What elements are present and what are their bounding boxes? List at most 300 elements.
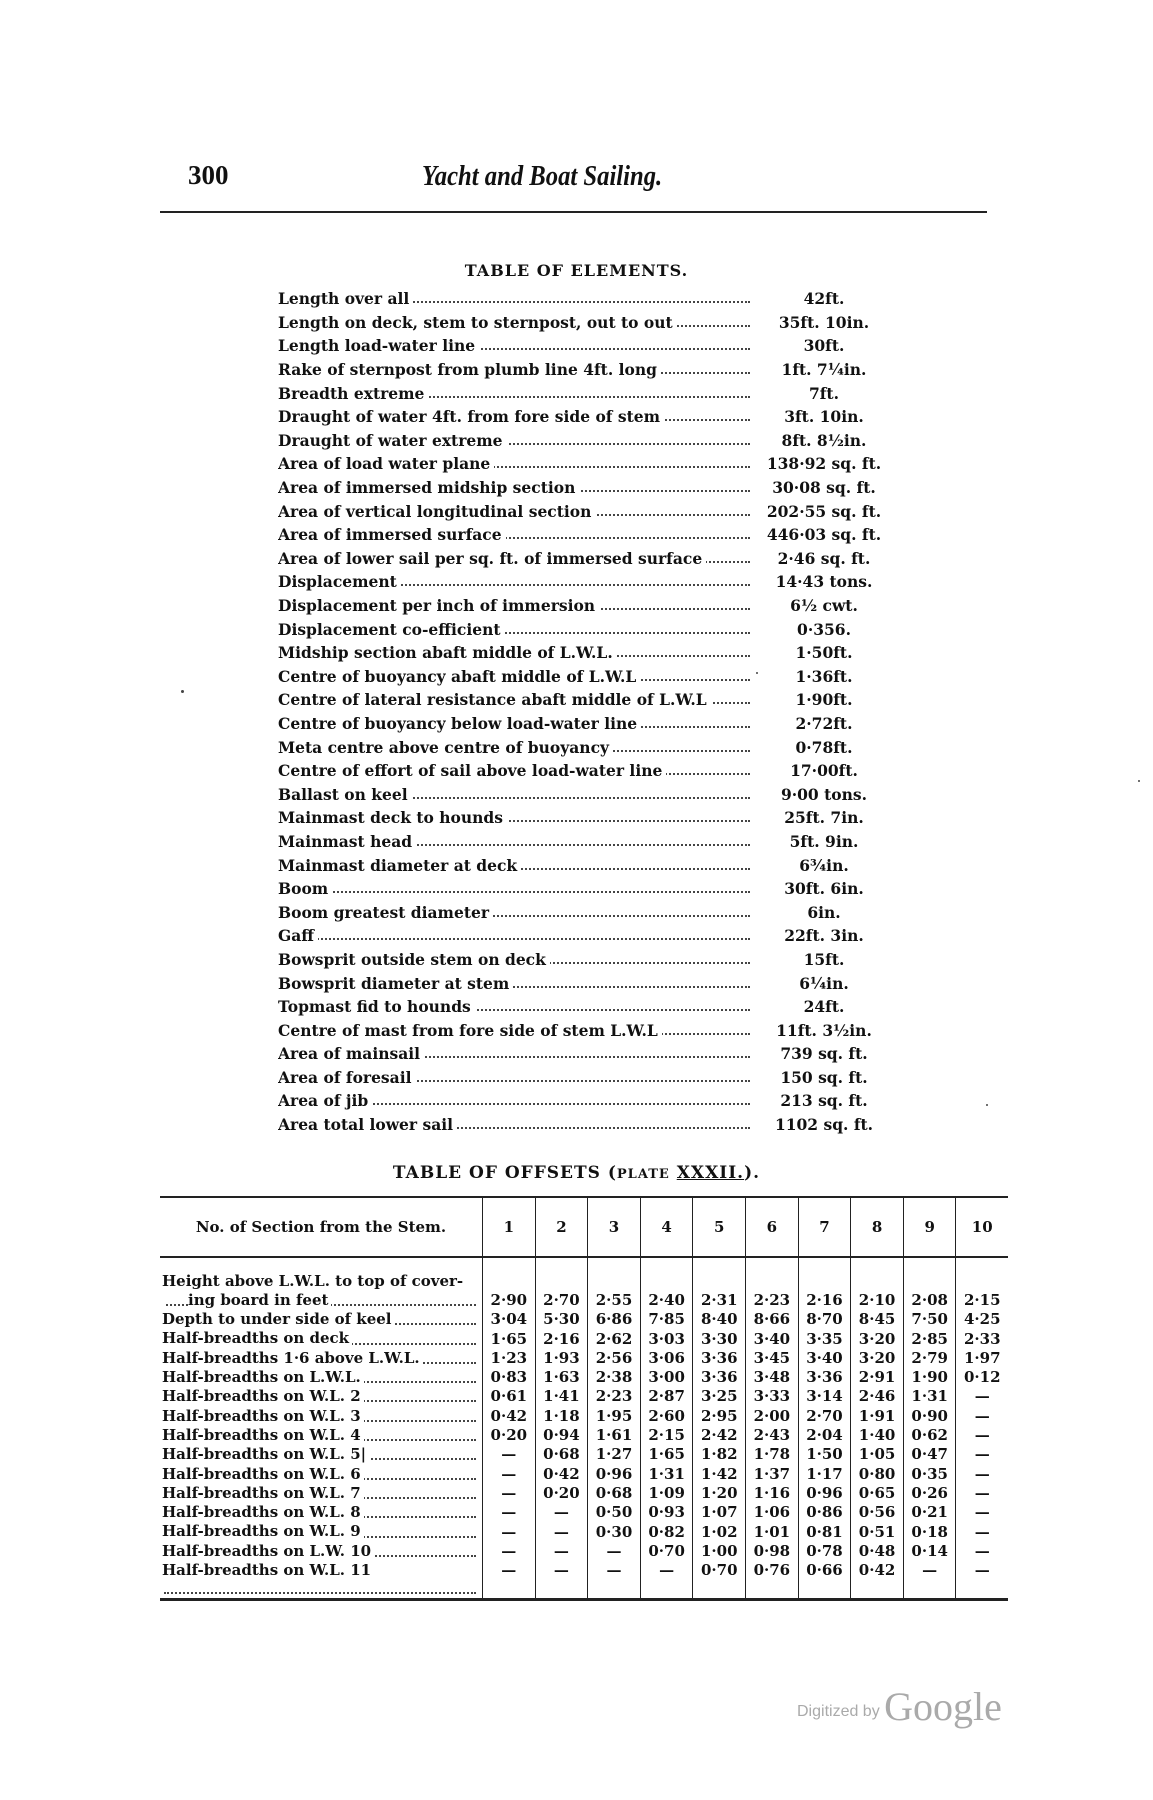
running-title: Yacht and Boat Sailing. <box>422 160 663 192</box>
element-row <box>278 688 898 712</box>
offset-value: 0·48 <box>851 1542 904 1561</box>
offset-label-cell <box>160 1426 483 1445</box>
offset-label: Height above L.W.L. to top of cover- <box>162 1272 464 1290</box>
element-row <box>278 877 898 901</box>
element-row <box>278 641 898 665</box>
offset-value: 0·70 <box>693 1561 746 1600</box>
element-label-cell <box>278 596 750 615</box>
element-label-cell <box>278 997 750 1016</box>
element-value: 25ft. 7in. <box>784 808 864 828</box>
offsets-row <box>160 1387 1008 1406</box>
offset-value: 0·42 <box>483 1406 536 1425</box>
element-label: Mainmast deck to hounds <box>278 808 507 827</box>
offset-value: 1·41 <box>535 1387 588 1406</box>
offset-label-cell <box>160 1368 483 1387</box>
offset-value: 1·93 <box>535 1349 588 1368</box>
element-label: Area of vertical longitudinal section <box>278 502 595 521</box>
offset-value: — <box>535 1561 588 1600</box>
element-value: 2·72ft. <box>795 713 853 733</box>
offset-value: 3·36 <box>798 1368 851 1387</box>
offsets-row <box>160 1522 1008 1541</box>
element-label-cell <box>278 1044 750 1063</box>
offset-value: 0·93 <box>640 1503 693 1522</box>
offset-value: 2·00 <box>746 1406 799 1425</box>
element-value: 6½ cwt. <box>790 596 858 616</box>
element-label: Centre of buoyancy below load-water line <box>278 714 641 733</box>
section-header-label: No. of Section from the Stem. <box>160 1197 483 1257</box>
element-row <box>278 1018 898 1042</box>
element-label-cell <box>278 690 750 709</box>
offset-value: — <box>535 1542 588 1561</box>
page-header <box>188 160 988 200</box>
section-number-header: 1 <box>483 1197 536 1257</box>
offset-value: 0·70 <box>640 1542 693 1561</box>
offset-value: 2·15 <box>956 1257 1008 1310</box>
offset-label: Half-breadths on W.L. 9 <box>162 1522 364 1540</box>
element-row <box>278 311 898 335</box>
element-label: Meta centre above centre of buoyancy <box>278 738 613 757</box>
element-label-cell <box>278 903 750 922</box>
offset-value: 2·60 <box>640 1406 693 1425</box>
offset-value: 2·16 <box>798 1257 851 1310</box>
element-label: Bowsprit outside stem on deck <box>278 950 550 969</box>
element-label-cell <box>278 289 750 308</box>
element-row <box>278 1066 898 1090</box>
section-number-header: 7 <box>798 1197 851 1257</box>
offset-value: 2·55 <box>588 1257 641 1310</box>
page-number: 300 <box>188 160 229 190</box>
offsets-row <box>160 1310 1008 1329</box>
leader-dots <box>278 938 750 940</box>
plate-numeral: XXXII. <box>676 1163 745 1183</box>
leader-dots <box>278 891 750 893</box>
offset-value: 1·07 <box>693 1503 746 1522</box>
offset-value: 2·46 <box>851 1387 904 1406</box>
element-value: 17·00ft. <box>790 761 858 781</box>
offset-value: 1·50 <box>798 1445 851 1464</box>
element-row <box>278 570 898 594</box>
offsets-row <box>160 1426 1008 1445</box>
offset-value: 0·98 <box>746 1542 799 1561</box>
offset-label: Depth to under side of keel <box>162 1310 394 1328</box>
element-row <box>278 429 898 453</box>
plate-smallcaps: PLATE <box>616 1167 670 1182</box>
element-value: 42ft. <box>803 289 845 309</box>
element-value: 6¼in. <box>799 973 849 993</box>
element-row <box>278 287 898 311</box>
offset-value: — <box>483 1522 536 1541</box>
element-label: Breadth extreme <box>278 384 428 403</box>
offset-value: 3·25 <box>693 1387 746 1406</box>
offset-value: 1·82 <box>693 1445 746 1464</box>
offset-value: 2·16 <box>535 1329 588 1348</box>
offset-value: 2·08 <box>903 1257 956 1310</box>
offset-value: 0·90 <box>903 1406 956 1425</box>
element-row <box>278 971 898 995</box>
offset-value: 8·66 <box>746 1310 799 1329</box>
element-value: 5ft. 9in. <box>789 831 859 851</box>
element-label: Displacement <box>278 572 401 591</box>
offset-value: 0·50 <box>588 1503 641 1522</box>
offsets-row <box>160 1257 1008 1310</box>
offset-label-continued: ing board in feet <box>188 1291 331 1309</box>
offset-value: 2·10 <box>851 1257 904 1310</box>
offset-value: — <box>535 1503 588 1522</box>
offset-value: 8·40 <box>693 1310 746 1329</box>
google-logo-text: Google <box>884 1684 1002 1729</box>
scan-speck <box>181 690 184 693</box>
offset-label: Half-breadths on W.L. 2 <box>162 1387 364 1405</box>
offset-value: 2·31 <box>693 1257 746 1310</box>
element-label: Displacement per inch of immersion <box>278 596 599 615</box>
offset-value: 2·43 <box>746 1426 799 1445</box>
element-label-cell <box>278 879 750 898</box>
offset-value: — <box>956 1464 1008 1483</box>
element-row <box>278 830 898 854</box>
element-value: 1ft. 7¼in. <box>781 360 867 380</box>
offset-value: 1·63 <box>535 1368 588 1387</box>
offset-value: — <box>956 1387 1008 1406</box>
elements-table <box>278 287 898 1136</box>
offset-label-cell <box>160 1329 483 1348</box>
element-row <box>278 806 898 830</box>
element-label-cell <box>278 431 750 450</box>
offset-value: 0·56 <box>851 1503 904 1522</box>
offsets-table <box>160 1196 1008 1601</box>
element-row <box>278 617 898 641</box>
element-label-cell <box>278 808 750 827</box>
offset-value: 1·00 <box>693 1542 746 1561</box>
offset-value: 4·25 <box>956 1310 1008 1329</box>
element-label-cell <box>278 1091 750 1110</box>
element-label: Boom greatest diameter <box>278 903 493 922</box>
offset-value: 1·78 <box>746 1445 799 1464</box>
offset-value: 1·02 <box>693 1522 746 1541</box>
offset-value: 1·65 <box>483 1329 536 1348</box>
offset-label: Half-breadths on W.L. 6 <box>162 1465 364 1483</box>
element-value: 1·50ft. <box>795 643 853 663</box>
offset-label-cell <box>160 1349 483 1368</box>
offset-value: 1·20 <box>693 1484 746 1503</box>
offset-value: 1·17 <box>798 1464 851 1483</box>
scan-speck <box>1138 780 1140 782</box>
element-value: 7ft. <box>808 383 839 403</box>
offsets-header-row <box>160 1197 1008 1257</box>
element-label-cell <box>278 407 750 426</box>
offset-value: 0·81 <box>798 1522 851 1541</box>
element-label: Boom <box>278 879 332 898</box>
offset-value: 0·83 <box>483 1368 536 1387</box>
element-row <box>278 782 898 806</box>
offset-value: 2·23 <box>746 1257 799 1310</box>
header-rule <box>160 211 987 213</box>
offset-value: 1·61 <box>588 1426 641 1445</box>
offset-value: — <box>956 1484 1008 1503</box>
element-label: Displacement co-efficient <box>278 620 505 639</box>
offset-value: 0·42 <box>535 1464 588 1483</box>
offset-value: 2·87 <box>640 1387 693 1406</box>
element-label: Length over all <box>278 289 413 308</box>
offset-value: 2·90 <box>483 1257 536 1310</box>
offset-value: 1·95 <box>588 1406 641 1425</box>
offset-value: 5·30 <box>535 1310 588 1329</box>
offset-label-cell <box>160 1406 483 1425</box>
offset-value: — <box>588 1542 641 1561</box>
offset-value: 0·21 <box>903 1503 956 1522</box>
offset-value: 1·18 <box>535 1406 588 1425</box>
element-label-cell <box>278 1021 750 1040</box>
offset-value: — <box>483 1503 536 1522</box>
element-label: Bowsprit diameter at stem <box>278 974 513 993</box>
element-label: Centre of buoyancy abaft middle of L.W.L <box>278 667 640 686</box>
offset-value: 0·96 <box>798 1484 851 1503</box>
element-row <box>278 924 898 948</box>
element-row <box>278 853 898 877</box>
element-label: Mainmast diameter at deck <box>278 856 521 875</box>
offset-label-cell <box>160 1387 483 1406</box>
offset-value: 0·47 <box>903 1445 956 1464</box>
element-label: Draught of water extreme <box>278 431 507 450</box>
offset-value: 8·45 <box>851 1310 904 1329</box>
section-number-header: 9 <box>903 1197 956 1257</box>
offset-value: — <box>483 1542 536 1561</box>
offsets-row <box>160 1329 1008 1348</box>
offset-label: Half-breadths on L.W.L. <box>162 1368 364 1386</box>
offset-value: 0·80 <box>851 1464 904 1483</box>
offsets-row <box>160 1542 1008 1561</box>
element-label: Centre of lateral resistance abaft middle of L.W.L <box>278 690 711 709</box>
section-number-header: 2 <box>535 1197 588 1257</box>
offsets-table-title: TABLE OF OFFSETS (PLATE XXXII.). <box>392 1163 761 1183</box>
element-label-cell <box>278 738 750 757</box>
offset-label-cell <box>160 1464 483 1483</box>
offset-label: Half-breadths on deck <box>162 1329 352 1347</box>
element-value: 35ft. 10in. <box>778 312 870 332</box>
element-label: Gaff <box>278 926 318 945</box>
element-label-cell <box>278 313 750 332</box>
element-label-cell <box>278 549 750 568</box>
leader-dots <box>164 1592 476 1594</box>
offset-value: 0·12 <box>956 1368 1008 1387</box>
offset-value: — <box>588 1561 641 1600</box>
element-label-cell <box>278 502 750 521</box>
element-row <box>278 334 898 358</box>
offset-value: 2·38 <box>588 1368 641 1387</box>
element-label-cell <box>278 643 750 662</box>
offset-value: 1·65 <box>640 1445 693 1464</box>
element-value: 213 sq. ft. <box>780 1091 868 1111</box>
element-value: 1102 sq. ft. <box>774 1115 874 1135</box>
element-label: Topmast fid to hounds <box>278 997 475 1016</box>
offset-value: 0·35 <box>903 1464 956 1483</box>
offset-value: 1·37 <box>746 1464 799 1483</box>
element-row <box>278 523 898 547</box>
element-label: Mainmast head <box>278 832 416 851</box>
offsets-row <box>160 1445 1008 1464</box>
offset-value: — <box>640 1561 693 1600</box>
offset-label: Half-breadths on W.L. 3 <box>162 1407 364 1425</box>
element-label: Area of load water plane <box>278 454 494 473</box>
offset-value: 1·31 <box>903 1387 956 1406</box>
element-value: 138·92 sq. ft. <box>766 454 882 474</box>
element-label: Draught of water 4ft. from fore side of stem <box>278 407 664 426</box>
offset-value: 0·86 <box>798 1503 851 1522</box>
element-label: Area total lower sail <box>278 1115 457 1134</box>
watermark-prefix: Digitized by <box>797 1703 880 1720</box>
watermark <box>797 1683 1002 1730</box>
element-value: 0·78ft. <box>795 737 853 757</box>
element-label: Midship section abaft middle of L.W.L. <box>278 643 617 662</box>
element-value: 2·46 sq. ft. <box>777 548 871 568</box>
offset-value: 3·06 <box>640 1349 693 1368</box>
element-row <box>278 1042 898 1066</box>
element-label-cell <box>278 926 750 945</box>
offset-label: Half-breadths 1·6 above L.W.L. <box>162 1349 423 1367</box>
offset-value: 3·20 <box>851 1349 904 1368</box>
offset-label: Half-breadths on W.L. 8 <box>162 1503 364 1521</box>
element-row <box>278 948 898 972</box>
offset-value: 0·51 <box>851 1522 904 1541</box>
offset-label-cell <box>160 1503 483 1522</box>
element-label-cell <box>278 667 750 686</box>
element-label: Area of foresail <box>278 1068 415 1087</box>
offset-value: — <box>956 1445 1008 1464</box>
element-label-cell <box>278 1115 750 1134</box>
element-label-cell <box>278 761 750 780</box>
offset-value: 1·31 <box>640 1464 693 1483</box>
element-label: Length load-water line <box>278 336 479 355</box>
offset-value: 1·09 <box>640 1484 693 1503</box>
element-label-cell <box>278 974 750 993</box>
offsets-row <box>160 1484 1008 1503</box>
element-label: Ballast on keel <box>278 785 412 804</box>
element-label: Rake of sternpost from plumb line 4ft. long <box>278 360 661 379</box>
offset-value: 1·40 <box>851 1426 904 1445</box>
section-number-header: 3 <box>588 1197 641 1257</box>
element-value: 15ft. <box>803 949 845 969</box>
element-label-cell <box>278 856 750 875</box>
offset-value: — <box>956 1561 1008 1600</box>
offset-value: 6·86 <box>588 1310 641 1329</box>
section-number-header: 5 <box>693 1197 746 1257</box>
offset-value: 7·85 <box>640 1310 693 1329</box>
scan-speck <box>986 1104 988 1106</box>
element-label-cell <box>278 384 750 403</box>
offsets-row <box>160 1368 1008 1387</box>
element-label-cell <box>278 620 750 639</box>
offset-label: Half-breadths on W.L. 11 <box>162 1561 374 1579</box>
element-row <box>278 547 898 571</box>
element-value: 24ft. <box>803 997 845 1017</box>
element-value: 11ft. 3½in. <box>776 1020 872 1040</box>
element-label-cell <box>278 785 750 804</box>
element-label: Length on deck, stem to sternpost, out to out <box>278 313 677 332</box>
offset-value: — <box>956 1522 1008 1541</box>
offset-value: 3·35 <box>798 1329 851 1348</box>
offset-value: 1·16 <box>746 1484 799 1503</box>
offset-value: 0·94 <box>535 1426 588 1445</box>
element-label-cell <box>278 572 750 591</box>
element-row <box>278 1113 898 1137</box>
offset-label-cell <box>160 1484 483 1503</box>
offset-value: 0·20 <box>535 1484 588 1503</box>
element-row <box>278 995 898 1019</box>
offset-value: 2·79 <box>903 1349 956 1368</box>
offsets-row <box>160 1406 1008 1425</box>
offset-value: 8·70 <box>798 1310 851 1329</box>
offset-value: 2·70 <box>798 1406 851 1425</box>
element-label: Area of immersed surface <box>278 525 506 544</box>
offset-value: — <box>483 1445 536 1464</box>
offset-value: 2·70 <box>535 1257 588 1310</box>
element-value: 30ft. <box>803 336 845 356</box>
element-label-cell <box>278 478 750 497</box>
offset-value: 0·65 <box>851 1484 904 1503</box>
offset-value: — <box>483 1561 536 1600</box>
offsets-row <box>160 1561 1008 1600</box>
offset-value: 2·04 <box>798 1426 851 1445</box>
offset-value: 0·30 <box>588 1522 641 1541</box>
section-number-header: 8 <box>851 1197 904 1257</box>
element-value: 0·356. <box>797 619 851 639</box>
element-label-cell <box>278 1068 750 1087</box>
offset-value: 1·01 <box>746 1522 799 1541</box>
offset-label-cell <box>160 1542 483 1561</box>
element-row <box>278 759 898 783</box>
element-label: Area of lower sail per sq. ft. of immersed surface <box>278 549 706 568</box>
element-value: 30·08 sq. ft. <box>772 478 876 498</box>
offset-value: 2·56 <box>588 1349 641 1368</box>
offset-label: Half-breadths on W.L. 7 <box>162 1484 364 1502</box>
element-value: 1·36ft. <box>795 666 853 686</box>
offset-value: 0·66 <box>798 1561 851 1600</box>
offset-value: 7·50 <box>903 1310 956 1329</box>
element-row <box>278 476 898 500</box>
element-label-cell <box>278 454 750 473</box>
offset-value: 3·36 <box>693 1349 746 1368</box>
offset-value: 0·26 <box>903 1484 956 1503</box>
elements-table-title: TABLE OF ELEMENTS. <box>464 261 689 280</box>
element-label: Centre of effort of sail above load-water line <box>278 761 666 780</box>
element-row <box>278 735 898 759</box>
offset-value: 2·15 <box>640 1426 693 1445</box>
element-row <box>278 665 898 689</box>
offset-label: Half-breadths on W.L. 5| <box>162 1445 369 1463</box>
offset-value: 0·61 <box>483 1387 536 1406</box>
offset-value: 1·42 <box>693 1464 746 1483</box>
offset-value: 1·90 <box>903 1368 956 1387</box>
offset-value: 0·20 <box>483 1426 536 1445</box>
section-number-header: 4 <box>640 1197 693 1257</box>
element-value: 1·90ft. <box>795 690 853 710</box>
offset-value: 3·14 <box>798 1387 851 1406</box>
offset-value: 0·14 <box>903 1542 956 1561</box>
element-label: Area of immersed midship section <box>278 478 579 497</box>
offset-value: 0·68 <box>588 1484 641 1503</box>
offset-value: — <box>956 1542 1008 1561</box>
offset-value: 3·45 <box>746 1349 799 1368</box>
offset-value: 3·20 <box>851 1329 904 1348</box>
offset-value: 2·40 <box>640 1257 693 1310</box>
offset-label-cell <box>160 1310 483 1329</box>
element-label-cell <box>278 525 750 544</box>
offset-label-cell <box>160 1522 483 1541</box>
element-value: 3ft. 10in. <box>784 407 864 427</box>
offset-value: 1·27 <box>588 1445 641 1464</box>
element-value: 202·55 sq. ft. <box>766 501 882 521</box>
offset-value: 0·76 <box>746 1561 799 1600</box>
element-value: 150 sq. ft. <box>780 1067 868 1087</box>
